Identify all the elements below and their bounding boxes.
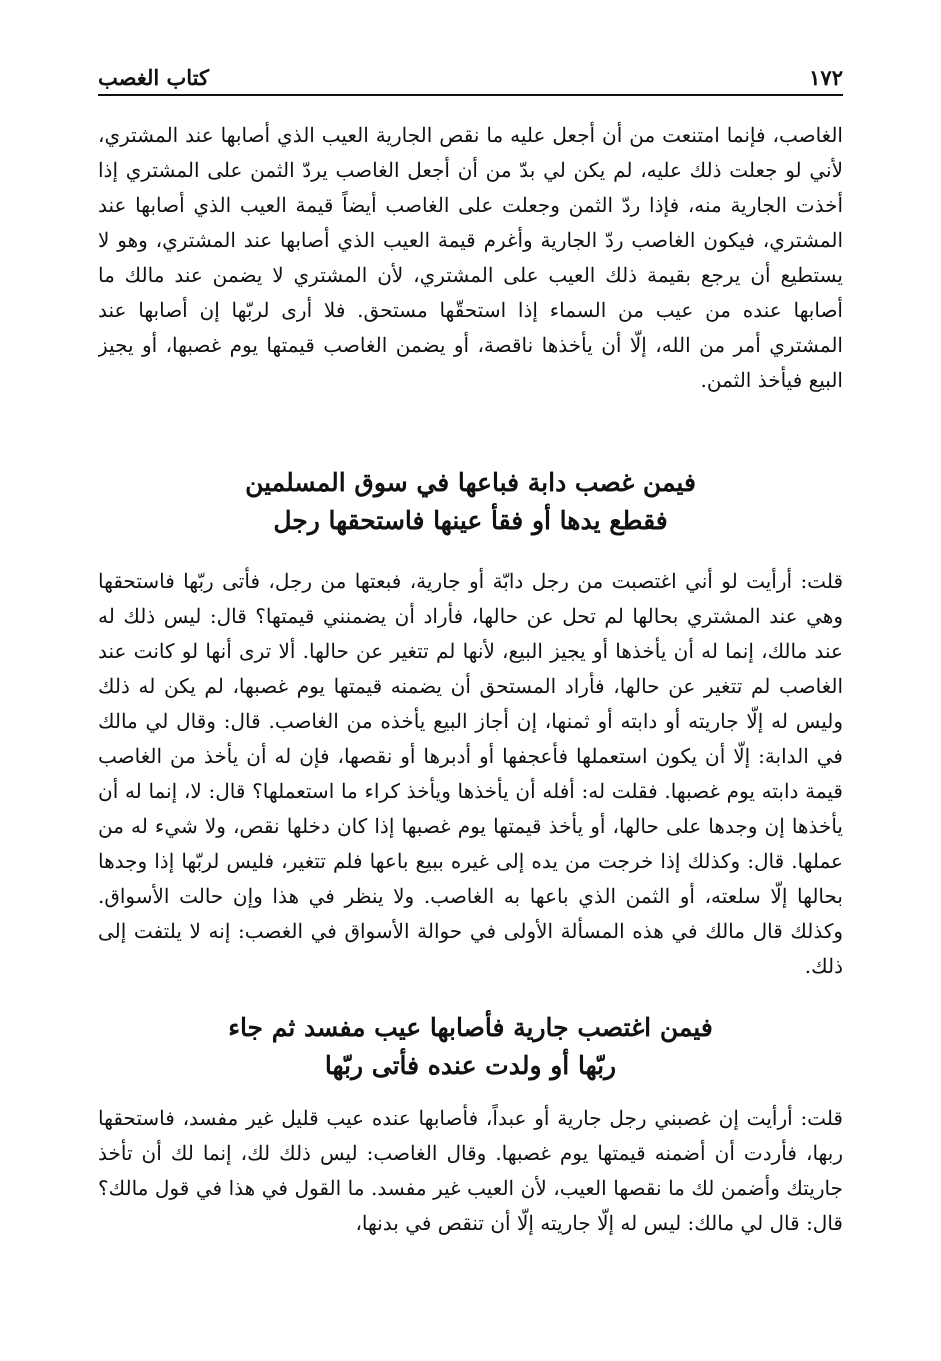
- section-heading-line: ربّها أو ولدت عنده فأتى ربّها: [324, 1051, 617, 1080]
- paragraph-slave-defect: قلت: أرأيت إن غصبني رجل جارية أو عبداً، فأصابها عنده عيب قليل غير مفسد، فاستحقها ربها، فأردت أن أضمنه قيمتها يوم غصبها. وقال الغاصب: ليس ذلك لك، إنما لك أن تأخذ جاريتك وأضمن لك ما نقصها العيب، لأن العيب غير مفسد. ما القول في هذا في قول مالك؟ قال: قال لي مالك: ليس له إلّا جاريته إلّا أن تنقص في بدنها،: [98, 1106, 843, 1235]
- section-heading-line: فقطع يدها أو فقأ عينها فاستحقها رجل: [273, 506, 668, 535]
- section-heading-animal-theft: [98, 464, 843, 542]
- page-number: ١٧٢: [809, 65, 843, 90]
- page-body: [98, 118, 843, 1276]
- page-header: [98, 62, 843, 96]
- running-title: كتاب الغصب: [98, 65, 210, 90]
- section-heading-line: فيمن اغتصب جارية فأصابها عيب مفسد ثم جاء: [228, 1013, 713, 1042]
- section-heading-line: فيمن غصب دابة فباعها في سوق المسلمين: [245, 468, 696, 497]
- section-heading-slave-defect: [98, 1009, 843, 1087]
- paragraph-animal-theft: قلت: أرأيت لو أني اغتصبت من رجل دابّة أو جارية، فبعتها من رجل، فأتى ربّها فاستحقها وهي عند المشتري بحالها لم تحل عن حالها، فأراد أن يضمنني قيمتها؟ قال: ليس ذلك له عند مالك، إنما له أن يأخذها أو يجيز البيع، لأنها لم تتغير عن حالها. ألا ترى أنها لو كانت عند الغاصب لم تتغير عن حالها، فأراد المستحق أن يضمنه قيمتها يوم غصبها، لم يكن له ذلك وليس له إلّا جاريته أو دابته أو ثمنها، إن أجاز البيع يأخذه من الغاصب. قال: وقال لي مالك في الدابة: إلّا أن يكون استعملها فأعجفها أو أدبرها أو نقصها، فإن له أن يأخذ من الغاصب قيمة دابته يوم غصبها. فقلت له: أفله أن يأخذها ويأخذ كراء ما استعملها؟ قال: لا، إنما له أن يأخذها إن وجدها على حالها، أو يأخذ قيمتها يوم غصبها إذا كان دخلها نقص، ولا شيء له من عملها. قال: وكذلك إذا خرجت من يده إلى غيره ببيع باعها فلم تتغير، فليس لربّها إذا وجدها بحالها إلّا سلعته، أو الثمن الذي باعها به الغاصب. ولا ينظر في هذا وإن حالت الأسواق. وكذلك قال مالك في هذه المسألة الأولى في حوالة الأسواق في الغصب: إنه لا يلتفت إلى ذلك.: [98, 569, 843, 978]
- paragraph-continuation: الغاصب، فإنما امتنعت من أن أجعل عليه ما نقص الجارية العيب الذي أصابها عند المشتري، لأني لو جعلت ذلك عليه، لم يكن لي بدّ من أن أجعل الغاصب يردّ الثمن على المشتري إذا أخذت الجارية منه، فإذا ردّ الثمن وجعلت على الغاصب أيضاً قيمة العيب الذي أصابها عند المشتري، فيكون الغاصب ردّ الجارية وأغرم قيمة العيب الذي أصابها عند المشتري، وهو لا يستطيع أن يرجع بقيمة ذلك العيب على المشتري، لأن المشتري لا يضمن عند مالك ما أصابها عنده من عيب من السماء إذا استحقّها مستحق. فلا أرى لربّها إن أصابها عند المشتري أمر من الله، إلّا أن يأخذها ناقصة، أو يضمن الغاصب قيمتها يوم غصبها، أو يجيز البيع فيأخذ الثمن.: [98, 123, 843, 392]
